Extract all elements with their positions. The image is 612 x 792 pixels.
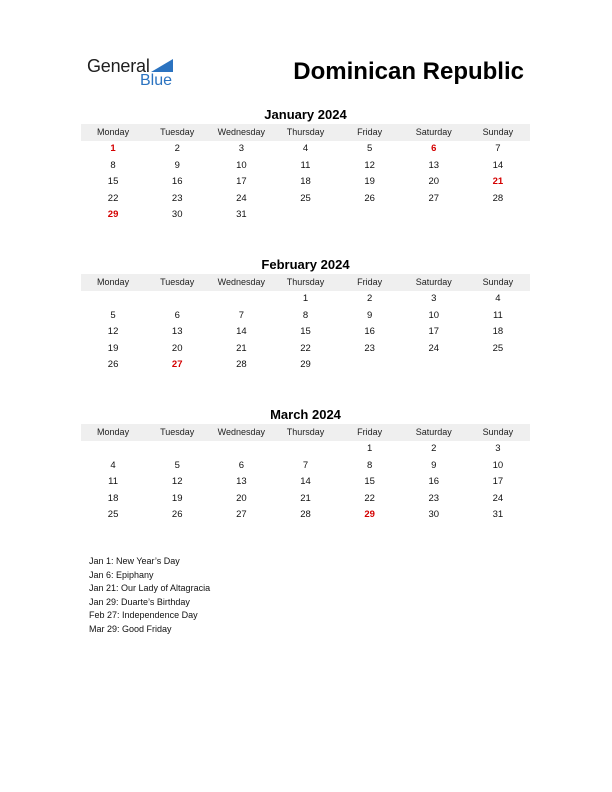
day-cell: 2 [174,143,180,154]
day-cell: 23 [171,192,183,204]
holiday-day-cell: 29 [364,509,375,520]
day-cell: 3 [238,143,244,154]
holiday-item: Jan 1: New Year’s Day [89,556,180,566]
day-cell: 18 [492,326,504,337]
weekday-label: Wednesday [217,277,266,287]
day-cell: 2 [431,443,437,454]
day-cell: 18 [300,176,311,187]
week-row [81,308,530,325]
logo-triangle-icon [151,59,173,72]
day-cell: 15 [107,176,119,187]
holiday-item: Jan 21: Our Lady of Altagracia [89,583,211,594]
day-cell [273,207,337,224]
day-cell: 20 [171,342,183,354]
weekday-label: Monday [97,427,130,437]
day-cell: 23 [364,342,375,354]
day-cell: 2 [366,293,373,304]
month-title: January 2024 [264,107,347,122]
day-cell: 13 [236,476,247,487]
day-cell: 19 [107,342,119,354]
day-cell: 24 [428,342,440,354]
day-cell: 22 [364,492,375,504]
week-row [81,191,530,208]
weekday-header-row [81,424,530,441]
day-cell: 13 [428,159,440,171]
day-cell: 23 [428,492,440,504]
holiday-day-cell: 29 [107,209,119,220]
day-cell [145,441,209,458]
weekday-label: Tuesday [160,277,195,287]
day-cell: 21 [236,342,247,354]
day-cell [145,291,209,308]
day-cell [81,441,145,458]
day-cell: 5 [110,309,116,321]
day-cell: 10 [428,309,440,321]
day-cell: 8 [366,459,373,471]
day-cell: 21 [300,492,311,504]
holiday-item: Feb 27: Independence Day [89,610,198,621]
day-cell [273,441,337,458]
day-cell: 18 [107,492,119,504]
day-cell: 14 [300,476,311,487]
day-cell: 25 [107,509,119,520]
day-cell: 20 [428,176,440,187]
day-cell: 27 [236,509,247,520]
day-cell: 16 [171,176,183,187]
weekday-label: Saturday [415,277,452,287]
day-cell: 11 [108,476,118,487]
day-cell: 9 [431,459,437,471]
day-cell [402,357,466,374]
day-cell: 19 [171,492,183,504]
holiday-day-cell: 6 [431,143,437,154]
day-cell: 24 [492,492,504,504]
week-row [81,174,530,191]
week-row [81,507,530,524]
day-cell: 26 [171,509,183,520]
holiday-item: Mar 29: Good Friday [89,623,172,634]
day-cell: 14 [236,326,247,337]
day-cell: 6 [174,309,180,321]
day-cell: 25 [492,342,504,354]
day-cell [466,207,530,224]
day-cell: 15 [364,476,375,487]
day-cell [338,207,402,224]
month-title: February 2024 [261,257,350,272]
day-cell [209,441,273,458]
logo-blue-text: Blue [140,72,173,89]
week-row [81,158,530,175]
holiday-day-cell: 1 [110,143,116,154]
day-cell: 30 [171,209,183,220]
day-cell: 26 [364,192,375,204]
week-row [81,324,530,341]
weekday-label: Saturday [415,427,452,437]
weekday-label: Tuesday [160,427,195,437]
weekday-label: Tuesday [160,127,195,137]
day-cell: 30 [428,509,440,520]
day-cell: 8 [110,159,116,171]
day-cell: 17 [236,176,247,187]
day-cell: 6 [238,459,244,471]
day-cell: 4 [495,293,501,304]
day-cell: 7 [495,143,501,154]
day-cell [402,207,466,224]
day-cell: 5 [366,143,373,154]
day-cell: 14 [492,159,504,171]
holiday-day-cell: 27 [171,359,183,370]
weekday-label: Monday [97,277,130,287]
holiday-list [89,555,210,637]
day-cell: 12 [171,476,183,487]
day-cell: 12 [107,326,119,337]
weekday-label: Sunday [482,127,514,137]
weekday-label: Friday [357,427,383,437]
day-cell: 16 [364,326,375,337]
day-cell: 31 [492,509,504,520]
day-cell: 8 [302,309,309,321]
day-cell: 4 [302,143,309,154]
day-cell: 16 [428,476,440,487]
day-cell: 22 [300,342,311,354]
weekday-header-row [81,274,530,291]
day-cell: 26 [107,359,119,370]
day-cell [338,357,402,374]
logo-general-text: General [87,56,150,76]
day-cell: 1 [366,443,373,454]
week-row [81,474,530,491]
day-cell: 31 [236,209,247,220]
weekday-label: Wednesday [217,127,266,137]
holiday-day-cell: 21 [492,176,504,187]
day-cell: 22 [107,192,119,204]
weekday-label: Saturday [415,127,452,137]
week-row [81,291,530,308]
day-cell: 28 [236,359,247,370]
weekday-label: Thursday [286,277,325,287]
day-cell: 10 [236,159,247,171]
month-title: March 2024 [270,407,341,422]
weekday-label: Sunday [482,277,514,287]
day-cell: 3 [431,293,437,304]
weekday-header-row [81,124,530,141]
day-cell: 17 [492,476,504,487]
month-calendar-february [81,257,530,374]
weekday-label: Thursday [286,127,325,137]
day-cell: 9 [174,159,180,171]
day-cell: 4 [110,459,116,471]
day-cell: 11 [300,159,311,171]
day-cell: 28 [492,192,504,204]
day-cell: 19 [364,176,375,187]
day-cell: 28 [300,509,311,520]
weekday-label: Friday [357,277,383,287]
week-row [81,141,530,158]
weekday-label: Friday [357,127,383,137]
page-title: Dominican Republic [293,58,524,85]
month-calendar-january [81,107,530,224]
weekday-label: Sunday [482,427,514,437]
day-cell: 5 [174,459,180,471]
day-cell: 7 [302,459,309,471]
weekday-label: Thursday [286,427,325,437]
holiday-item: Jan 29: Duarte’s Birthday [89,596,190,607]
day-cell [466,357,530,374]
day-cell: 20 [236,492,247,504]
day-cell: 24 [236,192,247,204]
day-cell: 29 [300,359,311,370]
day-cell: 10 [492,459,504,471]
day-cell: 17 [428,326,440,337]
day-cell: 9 [366,309,373,321]
weekday-label: Wednesday [217,427,266,437]
day-cell: 15 [300,326,311,337]
week-row [81,207,530,224]
week-row [81,341,530,358]
generalblue-logo [87,56,187,92]
week-row [81,491,530,508]
day-cell: 13 [171,326,183,337]
day-cell: 7 [238,309,244,321]
day-cell: 27 [428,192,440,204]
weekday-label: Monday [97,127,130,137]
month-calendar-march [81,407,530,524]
day-cell: 11 [492,309,503,321]
day-cell [209,291,273,308]
week-row [81,357,530,374]
week-row [81,441,530,458]
day-cell: 3 [495,443,501,454]
day-cell: 12 [364,159,375,171]
day-cell: 1 [302,293,309,304]
week-row [81,458,530,475]
day-cell [81,291,145,308]
day-cell: 25 [300,192,311,204]
holiday-item: Jan 6: Epiphany [89,569,154,580]
